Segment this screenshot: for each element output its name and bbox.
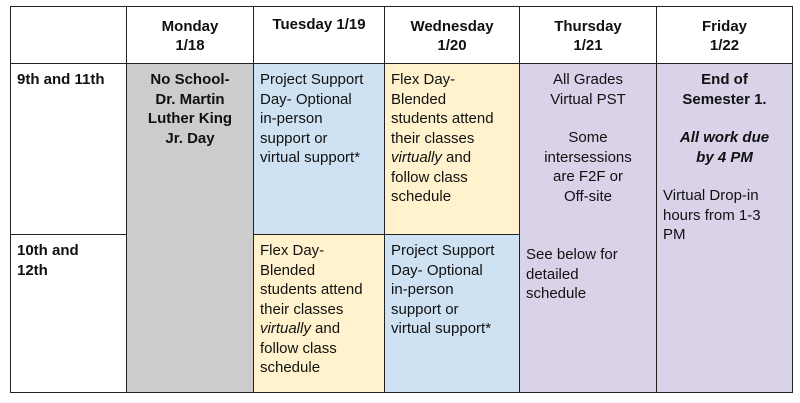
wednesday-r2-line-3: in-person xyxy=(391,281,454,298)
wednesday-r1-cell xyxy=(385,64,520,235)
corner-cell xyxy=(11,7,127,64)
schedule-table xyxy=(10,6,793,393)
header-friday xyxy=(657,7,793,64)
tuesday-r1-line-1: Project Support xyxy=(260,71,364,88)
header-thursday-date: 1/21 xyxy=(573,37,603,54)
monday-line-3: Luther King xyxy=(147,110,233,127)
wednesday-r1-line-7: schedule xyxy=(391,188,452,205)
row-label-10-12 xyxy=(11,235,127,393)
tuesday-r1-line-2: Day- Optional xyxy=(260,90,352,108)
header-row xyxy=(11,7,793,64)
header-wednesday-day: Wednesday xyxy=(410,17,494,35)
header-friday-day: Friday xyxy=(701,17,747,35)
friday-due-1: All work due xyxy=(679,129,770,146)
friday-title-2: Semester 1. xyxy=(682,90,767,108)
thursday-mid-4: Off-site xyxy=(563,187,613,205)
friday-dropin-2: hours from 1-3 xyxy=(663,206,761,224)
thursday-mid-1: Some xyxy=(568,129,608,146)
tuesday-r2-line-5 xyxy=(260,319,378,339)
header-thursday-day: Thursday xyxy=(554,17,622,35)
friday-cell xyxy=(657,64,793,393)
thursday-bottom-1: See below for xyxy=(526,246,618,263)
monday-line-1: No School- xyxy=(150,71,230,88)
monday-line-2: Dr. Martin xyxy=(155,90,225,108)
wednesday-r2-line-1: Project Support xyxy=(391,242,495,259)
friday-due-2: by 4 PM xyxy=(696,148,753,166)
tuesday-r1-line-3: in-person xyxy=(260,110,323,127)
tuesday-r1-line-4: support or xyxy=(260,129,328,147)
wednesday-r1-line-2: Blended xyxy=(391,90,447,108)
header-monday xyxy=(127,7,254,64)
friday-dropin xyxy=(663,186,786,245)
tuesday-r2-line-1: Flex Day- xyxy=(260,242,325,259)
thursday-cell xyxy=(520,64,657,393)
wednesday-r2-line-2: Day- Optional xyxy=(391,261,483,279)
thursday-bottom-2: detailed xyxy=(526,265,579,283)
friday-due xyxy=(663,128,786,167)
wednesday-r1-line-4: their classes xyxy=(391,129,475,147)
wednesday-r1-italic: virtually xyxy=(391,149,442,166)
thursday-gap-2 xyxy=(526,206,650,245)
row-label-10-12-line-1: 10th and xyxy=(17,242,79,259)
tuesday-r2-italic: virtually xyxy=(260,320,311,337)
row-label-9-11-text: 9th and 11th xyxy=(17,71,105,88)
tuesday-r2-line-4: their classes xyxy=(260,300,344,318)
wednesday-r1-after: and xyxy=(441,149,472,166)
row-label-9-11 xyxy=(11,64,127,235)
header-wednesday-date: 1/20 xyxy=(437,37,467,54)
friday-gap-1 xyxy=(663,109,786,128)
friday-dropin-3: PM xyxy=(663,226,686,243)
thursday-bottom xyxy=(526,245,650,304)
tuesday-r2-line-3: students attend xyxy=(260,281,363,298)
friday-title-1: End of xyxy=(701,71,748,88)
thursday-mid-2: intersessions xyxy=(544,148,632,166)
wednesday-r1-line-3: students attend xyxy=(391,110,494,127)
thursday-mid-3: are F2F or xyxy=(552,168,624,185)
row-label-10-12-line-2: 12th xyxy=(17,261,48,279)
tuesday-r2-line-6: follow class xyxy=(260,339,337,357)
thursday-top-2: Virtual PST xyxy=(550,90,626,108)
row-9-11 xyxy=(11,64,793,235)
friday-title xyxy=(663,70,786,109)
wednesday-r1-line-1: Flex Day- xyxy=(391,71,456,88)
wednesday-r2-cell xyxy=(385,235,520,393)
tuesday-r2-cell xyxy=(254,235,385,393)
thursday-bottom-3: schedule xyxy=(526,285,587,302)
wednesday-r2-line-5: virtual support* xyxy=(391,320,492,337)
header-tuesday xyxy=(254,7,385,64)
header-friday-date: 1/22 xyxy=(709,37,740,54)
header-wednesday xyxy=(385,7,520,64)
header-monday-day: Monday xyxy=(161,17,219,35)
tuesday-r2-line-2: Blended xyxy=(260,261,316,279)
monday-line-4: Jr. Day xyxy=(165,129,215,147)
friday-dropin-1: Virtual Drop-in xyxy=(663,187,759,204)
thursday-gap-1 xyxy=(526,109,650,128)
header-tuesday-day: Tuesday 1/19 xyxy=(272,16,366,33)
wednesday-r2-line-4: support or xyxy=(391,300,459,318)
header-monday-date: 1/18 xyxy=(175,37,205,54)
thursday-top xyxy=(526,70,650,206)
tuesday-r1-cell xyxy=(254,64,385,235)
tuesday-r2-after: and xyxy=(310,320,341,337)
friday-gap-2 xyxy=(663,167,786,186)
wednesday-r1-line-6: follow class xyxy=(391,168,468,186)
thursday-top-1: All Grades xyxy=(552,71,624,88)
tuesday-r1-line-5: virtual support* xyxy=(260,149,361,166)
header-thursday xyxy=(520,7,657,64)
tuesday-r2-line-7: schedule xyxy=(260,359,321,376)
monday-cell xyxy=(127,64,254,393)
wednesday-r1-line-5 xyxy=(391,148,513,168)
